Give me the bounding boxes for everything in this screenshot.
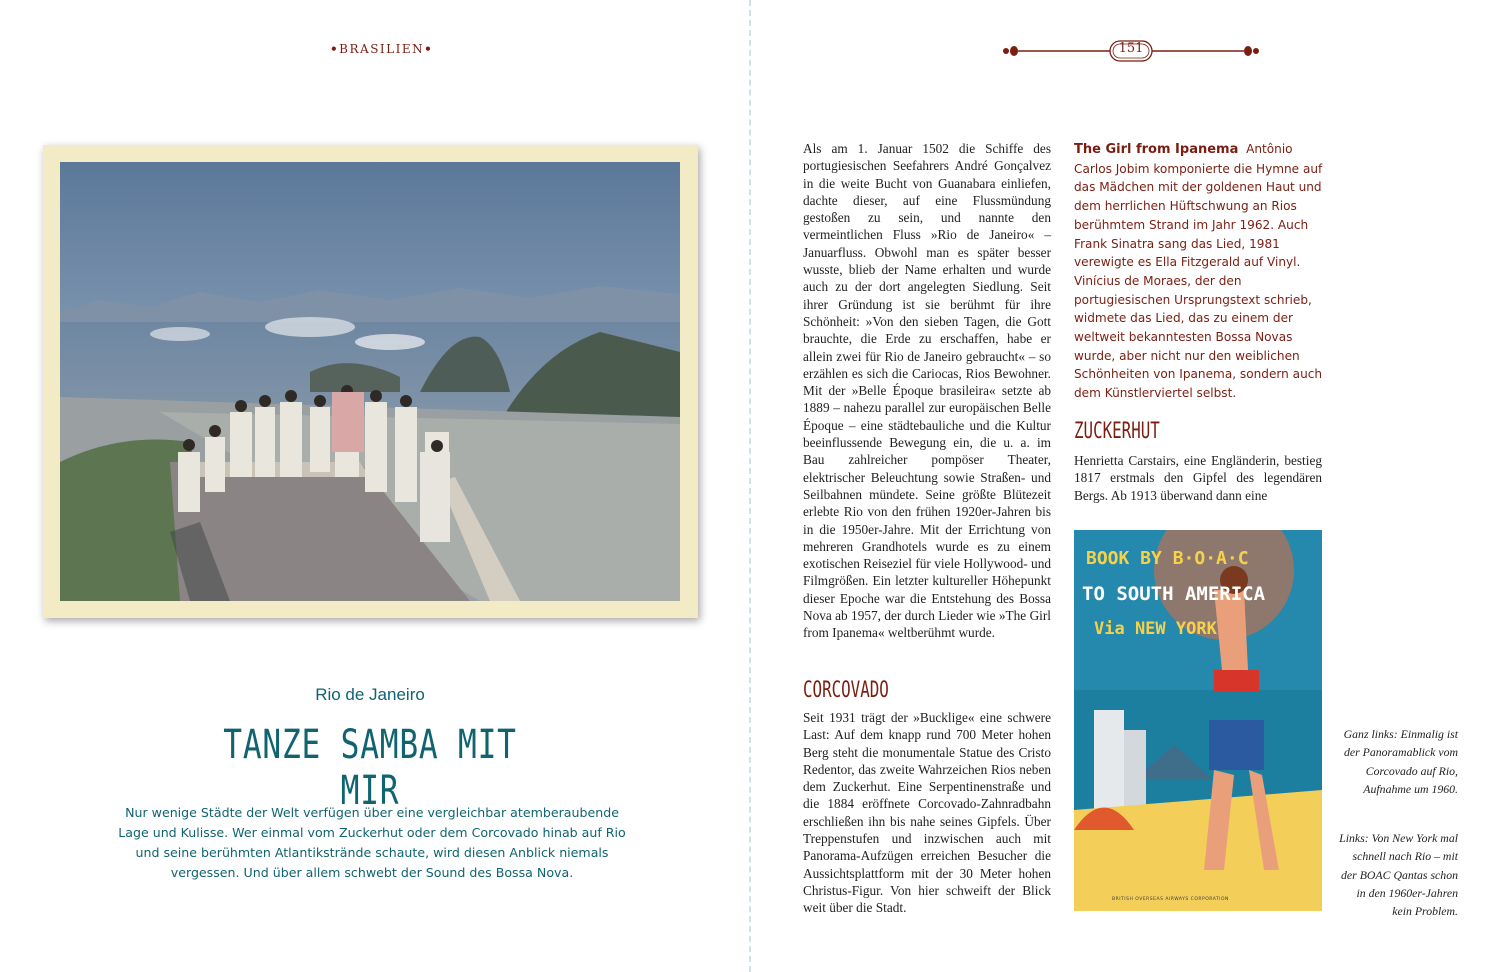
- ipanema-title: The Girl from Ipanema: [1074, 142, 1239, 157]
- ipanema-text: Antônio Carlos Jobim komponierte die Hymne auf das Mädchen mit der goldenen Haut und dem herrlichen Hüftschwung an Rios berühmtem Strand im Jahr 1962. Auch Frank Sinatra sang das Lied, 1981 verewigte es Ella Fitzgerald auf Vinyl. Vinícius de Moraes, der den portugiesischen Ursprungstext schrieb, widmete das Lied, das zu einem der weltweit bekanntesten Bossa Novas wurde, aber nicht nur den weiblichen Schönheiten von Ipanema, sondern auch dem Künstlerviertel selbst.: [1074, 142, 1323, 401]
- feature-title: TANZE SAMBA MIT MIR: [223, 722, 517, 814]
- heading-zuckerhut: ZUCKERHUT: [1074, 419, 1160, 444]
- caption-photo: Ganz links: Einmalig ist der Panoramablick vom Corcovado auf Rio, Aufnahme um 1960.: [1343, 727, 1458, 796]
- heading-corcovado: CORCOVADO: [803, 678, 889, 703]
- poster-footer: BRITISH OVERSEAS AIRWAYS CORPORATION: [1112, 897, 1229, 902]
- body-paragraph-zuckerhut: Henrietta Carstairs, eine Engländerin, bestieg 1817 erstmals den Gipfel des legendären Bergs. Ab 1913 überwand dann eine: [1074, 453, 1322, 503]
- page-number: 151: [1118, 41, 1144, 56]
- caption-poster: Links: Von New York mal schnell nach Rio – mit der BOAC Qantas schon in den 1960er-Jahren kein Problem.: [1339, 831, 1458, 919]
- corcovado-panorama-photo: [60, 162, 680, 601]
- poster-line-3: Via NEW YORK: [1094, 619, 1217, 639]
- poster-line-1: BOOK BY B·O·A·C: [1086, 548, 1249, 569]
- book-spine: [749, 0, 751, 972]
- feature-intro: Nur wenige Städte der Welt verfügen über eine vergleichbar atemberaubende Lage und Kulisse. Wer einmal vom Zuckerhut oder dem Corcovado hinab auf Rio und seine berühmten Atlantikstrände schaute, wird diesen Anblick niemals vergessen. Und über allem schwebt der Sound des Bossa Nova.: [118, 805, 626, 880]
- body-paragraph-history: Als am 1. Januar 1502 die Schiffe des portugiesischen Seefahrers André Gonçalvez in die weite Bucht von Guanabara einliefen, dachte dieser, auf eine Flussmündung gestoßen zu sein, und nannte den vermeintlichen Fluss »Rio de Janeiro« – Januarfluss. Obwohl man es später besser wusste, blieb der Name erhalten und wurde auch zu der dort angelegten Siedlung. Seit ihrer Gründung ist sie berühmt für ihre Schönheit: »Von den sieben Tagen, die Gott brauchte, die Erde zu erschaffen, habe er allein zwei für Rio de Janeiro gebraucht« – so erzählen es sich die Cariocas, Rios Bewohner. Mit der »Belle Époque brasileira« setzte ab 1889 – nahezu parallel zur europäischen Belle Époque – eine städtebauliche und die Kultur beeinflussende Bewegung ein, die u. a. im Bau zahlreicher pompöser Theater, elektrischer Beleuchtung sowie Straßen- und Seilbahnen mündete. Seine größte Blütezeit erlebte Rio von den frühen 1920er-Jahren bis in die 1950er-Jahre. Mit der Errichtung von mehreren Grandhotels wurde es zu einem exotischen Reiseziel für viele Hollywood- und Filmgrößen. Ein letzter kultureller Höhepunkt dieser Epoche war die Entstehung des Bossa Nova ab 1957, der durch Lieder wie »The Girl from Ipanema« weltberühmt wurde.: [803, 141, 1051, 641]
- running-head: •BRASILIEN•: [330, 42, 434, 56]
- section-label: BRASILIEN: [339, 42, 425, 56]
- poster-line-2: TO SOUTH AMERICA: [1082, 583, 1266, 605]
- boac-travel-poster: [1074, 530, 1322, 911]
- feature-subtitle: Rio de Janeiro: [315, 685, 425, 704]
- photo-frame: [43, 145, 698, 618]
- body-paragraph-corcovado: Seit 1931 trägt der »Bucklige« eine schwere Last: Auf dem knapp rund 700 Meter hohen Berg steht die monumentale Statue des Cristo Redentor, das zweite Wahrzeichen Rios neben dem Zuckerhut. Eine Serpentinenstraße und die 1884 eröffnete Corcovado-Zahnradbahn erschließen ihn bis nahe seines Gipfels. Über Treppenstufen und inzwischen auch mit Panorama-Aufzügen erreichen Besucher die Aussichtsplattform mit der 30 Meter hohen Christus-Figur. Von hier schweift der Blick weit über die Stadt.: [803, 710, 1051, 916]
- ipanema-box: [1074, 140, 1324, 403]
